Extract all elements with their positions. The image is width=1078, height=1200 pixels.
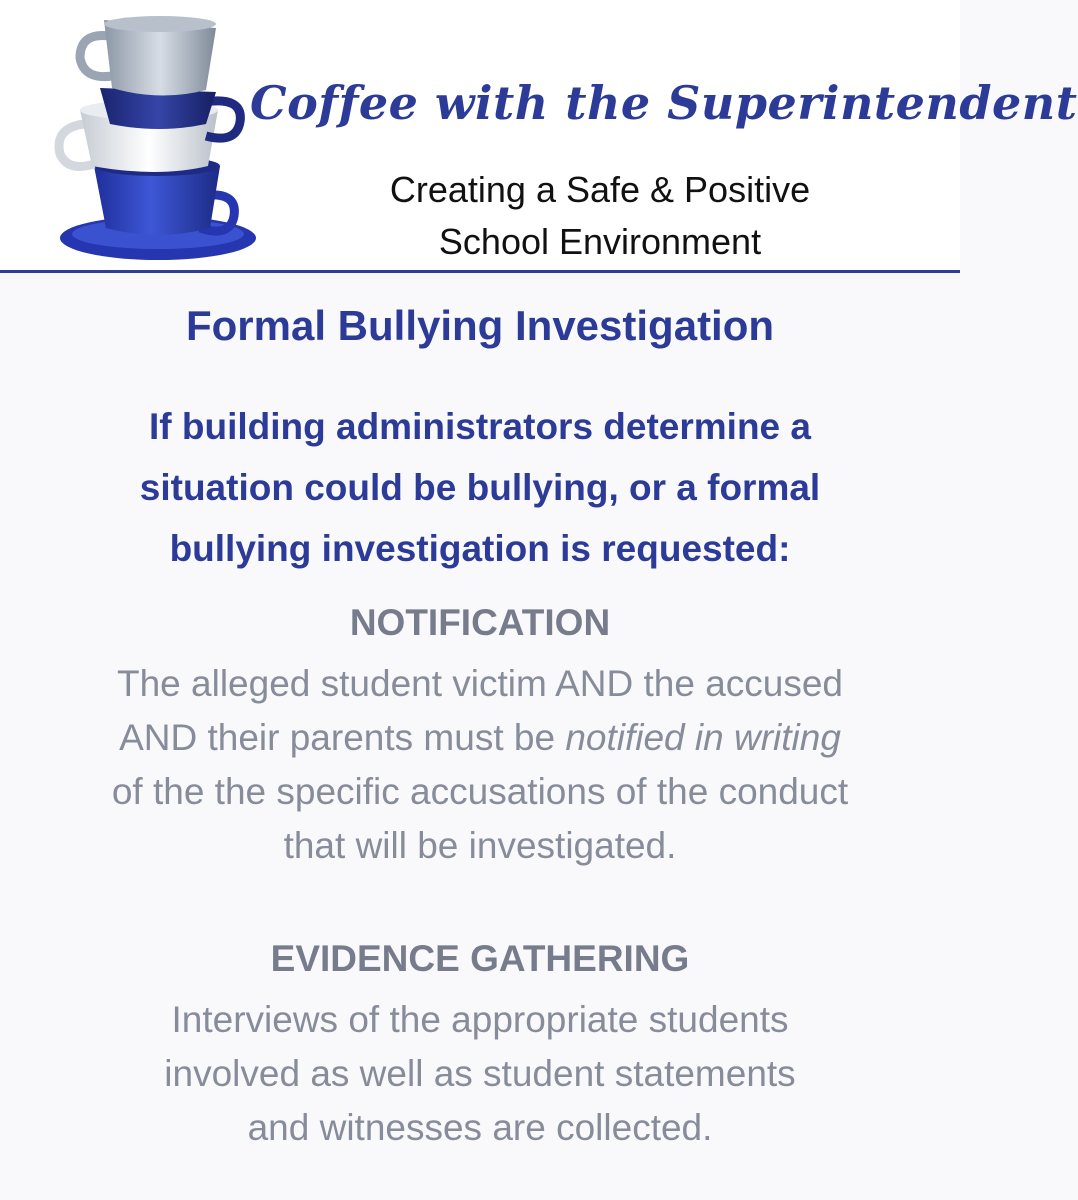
- notification-line-4: that will be investigated.: [283, 825, 677, 866]
- header: [0, 0, 1078, 272]
- subtitle: [280, 164, 920, 268]
- notification-heading: NOTIFICATION: [349, 602, 611, 643]
- brand-title: Coffee with the Superintendent: [250, 76, 1078, 130]
- notification-line-2-text: AND their parents must be: [119, 717, 566, 758]
- page-title: Formal Bullying Investigation: [185, 302, 775, 349]
- evidence-heading: EVIDENCE GATHERING: [270, 938, 690, 979]
- evidence-line-1: Interviews of the appropriate students: [171, 999, 789, 1040]
- lead-line-2: situation could be bullying, or a formal: [139, 467, 821, 508]
- evidence-line-2: involved as well as student statements: [164, 1053, 796, 1094]
- lead-paragraph: [40, 396, 920, 579]
- notification-body: [30, 657, 930, 873]
- notification-line-2: [30, 711, 930, 765]
- coffee-cups-icon: [40, 6, 280, 268]
- subtitle-line-1: Creating a Safe & Positive: [389, 169, 811, 210]
- notification-emphasis: notified in writing: [565, 717, 841, 758]
- evidence-body: [30, 993, 930, 1155]
- subtitle-line-2: School Environment: [438, 221, 762, 262]
- notification-line-3: of the the specific accusations of the conduct: [111, 771, 849, 812]
- lead-line-3: bullying investigation is requested:: [169, 528, 791, 569]
- lead-line-1: If building administrators determine a: [149, 406, 811, 447]
- evidence-line-3: and witnesses are collected.: [247, 1107, 713, 1148]
- notification-line-1: The alleged student victim AND the accused: [117, 663, 843, 704]
- header-divider: [0, 270, 960, 273]
